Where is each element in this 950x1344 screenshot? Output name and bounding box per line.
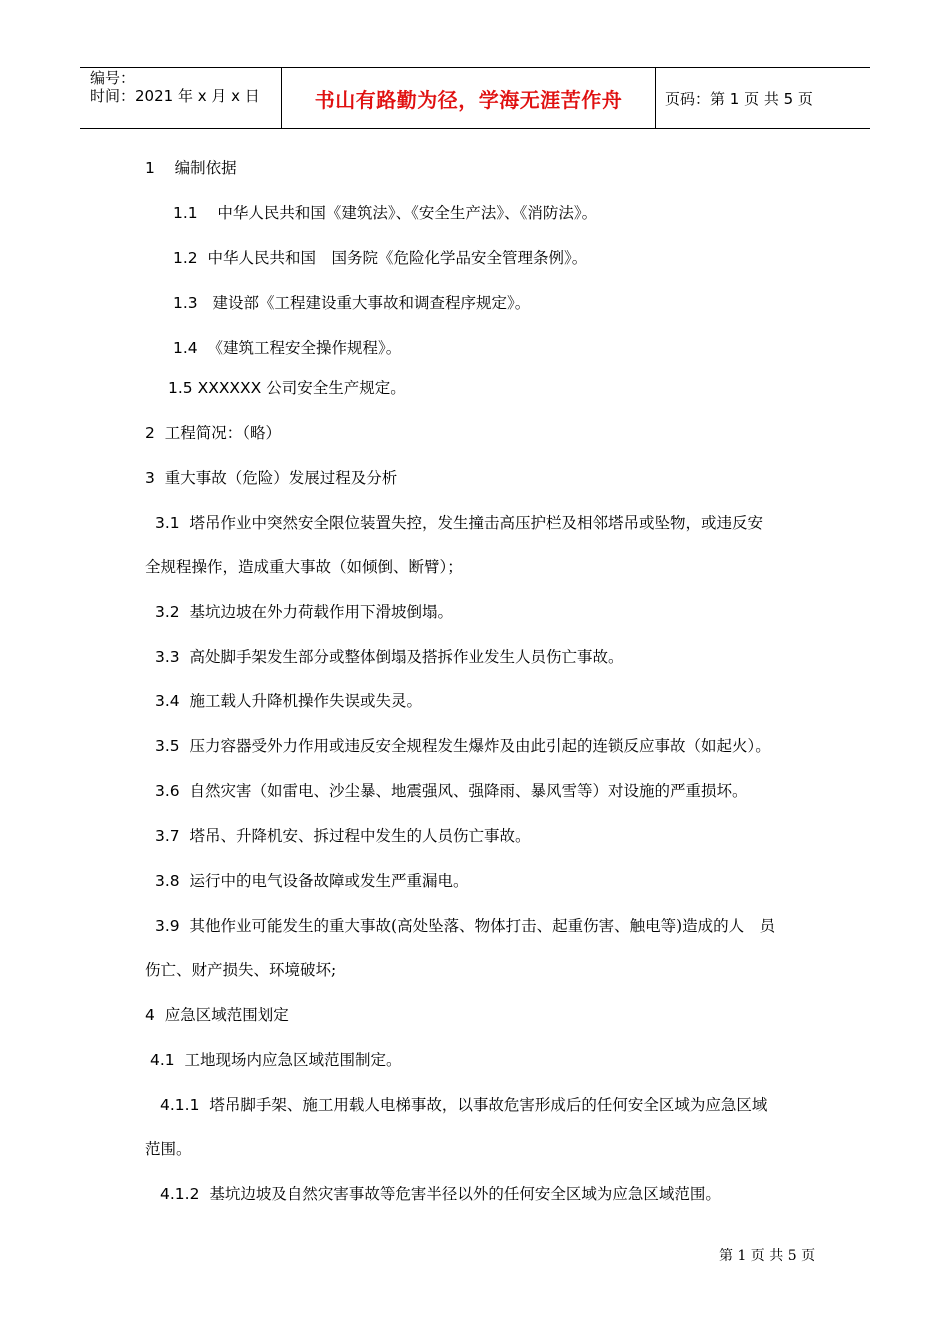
serial-number-label: 编号： bbox=[90, 69, 136, 87]
section-line bbox=[173, 248, 587, 268]
section-text: 建设部《工程建设重大事故和调查程序规定》。 bbox=[212, 294, 531, 312]
section-line bbox=[145, 423, 281, 443]
section-line bbox=[173, 203, 597, 223]
section-line bbox=[155, 691, 422, 711]
section-number: 1.5 XXXXXX bbox=[168, 379, 262, 397]
section-line bbox=[155, 736, 771, 756]
section-text: 公司安全生产规定。 bbox=[266, 379, 406, 397]
motto-text: 书山有路勤为径，学海无涯苦作舟 bbox=[314, 87, 623, 112]
section-line bbox=[155, 916, 775, 936]
section-number: 1.1 bbox=[173, 204, 198, 222]
section-text: 塔吊作业中突然安全限位装置失控，发生撞击高压护栏及相邻塔吊或坠物，或违反安 bbox=[189, 514, 764, 532]
header-motto-cell bbox=[282, 68, 656, 128]
section-line bbox=[145, 1005, 289, 1025]
section-number: 2 bbox=[145, 424, 155, 442]
section-number: 3.9 bbox=[155, 917, 180, 935]
section-text: 《建筑工程安全操作规程》。 bbox=[207, 339, 402, 357]
section-line bbox=[160, 1095, 767, 1115]
section-line bbox=[168, 378, 406, 398]
section-line bbox=[145, 468, 397, 488]
section-number: 3.1 bbox=[155, 514, 180, 532]
section-text: 中华人民共和国 国务院《危险化学品安全管理条例》。 bbox=[207, 249, 588, 267]
section-text: 应急区域范围划定 bbox=[164, 1006, 289, 1024]
section-line-continued bbox=[145, 960, 336, 980]
section-line-continued bbox=[145, 1139, 192, 1159]
section-text: 压力容器受外力作用或违反安全规程发生爆炸及由此引起的连锁反应事故（如起火）。 bbox=[189, 737, 771, 755]
time-label: 时间：2021 年 x 月 x 日 bbox=[90, 87, 260, 105]
section-text: 运行中的电气设备故障或发生严重漏电。 bbox=[189, 872, 469, 890]
section-text: 中华人民共和国《建筑法》、《安全生产法》、《消防法》。 bbox=[217, 204, 598, 222]
section-text: 编制依据 bbox=[174, 159, 237, 177]
section-text: 塔吊、升降机安、拆过程中发生的人员伤亡事故。 bbox=[189, 827, 531, 845]
section-line bbox=[160, 1184, 721, 1204]
section-number: 3.3 bbox=[155, 648, 180, 666]
section-line bbox=[155, 513, 763, 533]
section-text: 工程简况：（略） bbox=[164, 424, 281, 442]
section-line bbox=[155, 826, 531, 846]
header-page-number: 页码：第 1 页 共 5 页 bbox=[665, 89, 813, 108]
section-line bbox=[155, 871, 469, 891]
section-text: 工地现场内应急区域范围制定。 bbox=[184, 1051, 402, 1069]
section-line bbox=[150, 1050, 402, 1070]
header-page-cell bbox=[656, 68, 870, 128]
section-line bbox=[155, 647, 624, 667]
section-number: 3 bbox=[145, 469, 155, 487]
footer-page-number: 第 1 页 共 5 页 bbox=[719, 1248, 816, 1264]
section-line-continued bbox=[145, 557, 463, 577]
section-number: 1.2 bbox=[173, 249, 198, 267]
header-meta-cell bbox=[80, 68, 282, 128]
section-number: 1.3 bbox=[173, 294, 198, 312]
section-text: 基坑边坡在外力荷载作用下滑坡倒塌。 bbox=[189, 603, 454, 621]
section-text: 全规程操作，造成重大事故（如倾倒、断臂）； bbox=[145, 558, 463, 576]
section-text: 伤亡、财产损失、环境破坏; bbox=[145, 961, 337, 979]
section-text: 重大事故（危险）发展过程及分析 bbox=[164, 469, 398, 487]
section-line bbox=[173, 293, 530, 313]
section-number: 4.1 bbox=[150, 1051, 175, 1069]
section-number: 1 bbox=[145, 159, 155, 177]
section-line bbox=[155, 602, 453, 622]
section-text: 基坑边坡及自然灾害事故等危害半径以外的任何安全区域为应急区域范围。 bbox=[209, 1185, 721, 1203]
section-number: 3.7 bbox=[155, 827, 180, 845]
section-text: 施工载人升降机操作失误或失灵。 bbox=[189, 692, 423, 710]
section-number: 3.4 bbox=[155, 692, 180, 710]
section-number: 3.2 bbox=[155, 603, 180, 621]
document-header bbox=[80, 67, 870, 129]
section-number: 4.1.1 bbox=[160, 1096, 200, 1114]
section-line bbox=[155, 781, 748, 801]
section-text: 范围。 bbox=[145, 1140, 192, 1158]
section-number: 1.4 bbox=[173, 339, 198, 357]
section-number: 4.1.2 bbox=[160, 1185, 200, 1203]
section-number: 3.8 bbox=[155, 872, 180, 890]
section-number: 3.6 bbox=[155, 782, 180, 800]
section-text: 高处脚手架发生部分或整体倒塌及搭拆作业发生人员伤亡事故。 bbox=[189, 648, 624, 666]
section-line bbox=[145, 158, 237, 178]
section-text: 塔吊脚手架、施工用载人电梯事故，以事故危害形成后的任何安全区域为应急区域 bbox=[209, 1096, 768, 1114]
section-number: 3.5 bbox=[155, 737, 180, 755]
section-number: 4 bbox=[145, 1006, 155, 1024]
section-line bbox=[173, 338, 401, 358]
section-text: 其他作业可能发生的重大事故(高处坠落、物体打击、起重伤害、触电等)造成的人 员 bbox=[189, 917, 776, 935]
section-text: 自然灾害（如雷电、沙尘暴、地震强风、强降雨、暴风雪等）对设施的严重损坏。 bbox=[189, 782, 748, 800]
